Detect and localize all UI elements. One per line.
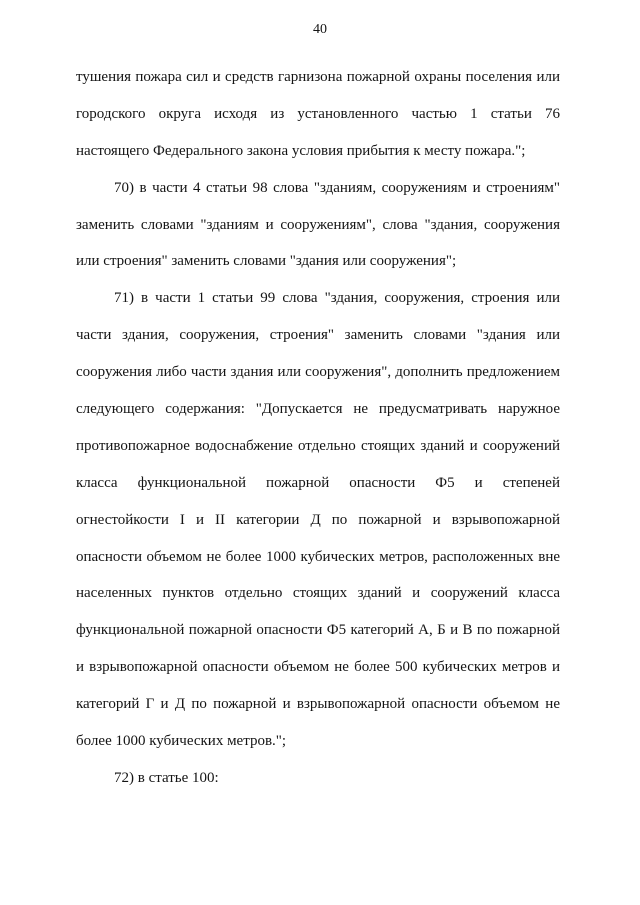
- text-line: класса функциональной пожарной опасности Ф5 и степеней: [76, 474, 560, 491]
- document-body: [76, 64, 560, 802]
- text-line: городского округа исходя из установленного частью 1 статьи 76: [76, 105, 560, 122]
- text-line: опасности объемом не более 1000 кубических метров, расположенных вне: [76, 548, 560, 565]
- text-line: сооружения либо части здания или сооружения", дополнить предложением: [76, 364, 560, 381]
- text-line: части здания, сооружения, строения" заменить словами "здания или: [76, 327, 560, 344]
- text-line: следующего содержания: "Допускается не предусматривать наружное: [76, 401, 560, 418]
- text-line: населенных пунктов отдельно стоящих зданий и сооружений класса: [76, 585, 560, 602]
- text-line: 72) в статье 100:: [114, 769, 219, 786]
- text-line: 71) в части 1 статьи 99 слова "здания, сооружения, строения или: [114, 290, 560, 307]
- text-line: настоящего Федерального закона условия прибытия к месту пожара.";: [76, 142, 526, 159]
- page-number: 40: [313, 22, 327, 37]
- text-line: 70) в части 4 статьи 98 слова "зданиям, сооружениям и строениям": [114, 179, 560, 196]
- text-line: противопожарное водоснабжение отдельно стоящих зданий и сооружений: [76, 437, 560, 454]
- text-line: более 1000 кубических метров.";: [76, 733, 287, 750]
- text-line: категорий Г и Д по пожарной и взрывопожарной опасности объемом не: [76, 696, 560, 713]
- text-line: и взрывопожарной опасности объемом не более 500 кубических метров и: [76, 659, 560, 676]
- text-line: тушения пожара сил и средств гарнизона пожарной охраны поселения или: [76, 69, 560, 85]
- text-line: или строения" заменить словами "здания или сооружения";: [76, 253, 457, 270]
- text-line: заменить словами "зданиям и сооружениям", слова "здания, сооружения: [76, 216, 560, 233]
- text-line: функциональной пожарной опасности Ф5 категорий А, Б и В по пожарной: [76, 622, 560, 639]
- text-line: огнестойкости I и II категории Д по пожарной и взрывопожарной: [76, 511, 560, 528]
